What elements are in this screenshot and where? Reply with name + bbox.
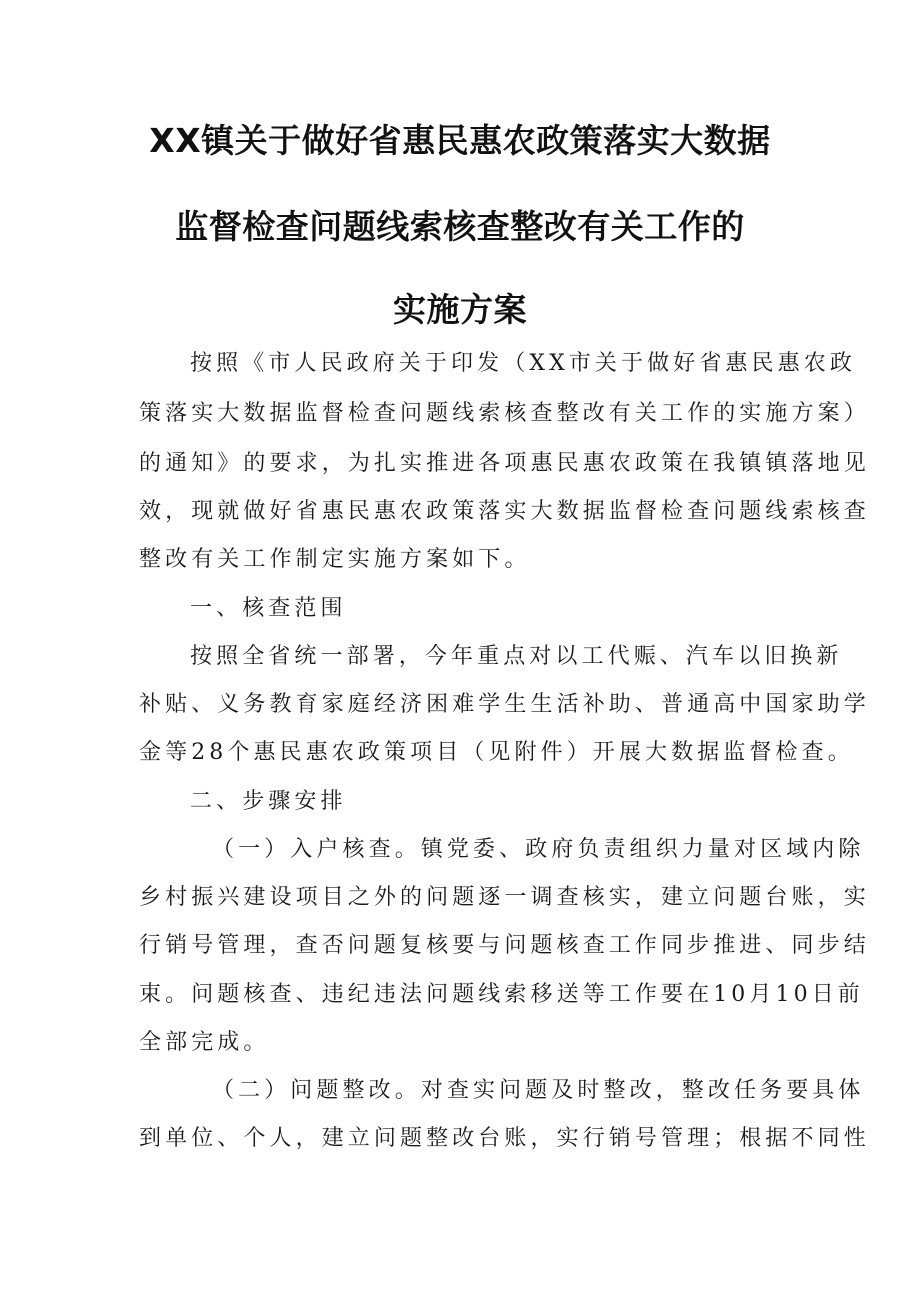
paragraph-intro-line-4: 效，现就做好省惠民惠农政策落实大数据监督检查问题线索核查: [139, 499, 870, 524]
paragraph-scope-line-1: 按照全省统一部署，今年重点对以工代赈、汽车以旧换新: [190, 644, 843, 669]
paragraph-step-1-line-5: 全部完成。: [139, 1030, 270, 1055]
document-title-line-2: 监督检查问题线索核查整改有关工作的: [175, 207, 745, 246]
paragraph-intro-line-5: 整改有关工作制定实施方案如下。: [139, 547, 531, 572]
section-heading-steps: 二、步骤安排: [190, 789, 347, 814]
document-title-line-3: 实施方案: [393, 290, 527, 329]
paragraph-scope-line-2: 补贴、义务教育家庭经济困难学生生活补助、普通高中国家助学: [139, 692, 870, 717]
paragraph-step-1-line-3: 行销号管理，查否问题复核要与问题核查工作同步推进、同步结: [139, 933, 870, 958]
paragraph-step-1-line-4: 束。问题核查、违纪违法问题线索移送等工作要在10月10日前: [139, 982, 864, 1007]
paragraph-step-1-line-2: 乡村振兴建设项目之外的问题逐一调查核实，建立问题台账，实: [139, 885, 870, 910]
paragraph-intro-line-1: 按照《市人民政府关于印发（XX市关于做好省惠民惠农政: [190, 351, 856, 376]
document-title-line-1: XX镇关于做好省惠民惠农政策落实大数据: [149, 121, 771, 160]
paragraph-step-1-line-1: （一）入户核查。镇党委、政府负责组织力量对区域内除: [212, 837, 865, 862]
paragraph-scope-line-3: 金等28个惠民惠农政策项目（见附件）开展大数据监督检查。: [139, 740, 854, 765]
paragraph-intro-line-2: 策落实大数据监督检查问题线索核查整改有关工作的实施方案）: [139, 401, 870, 426]
paragraph-step-2-line-2: 到单位、个人，建立问题整改台账，实行销号管理；根据不同性: [139, 1126, 870, 1151]
paragraph-intro-line-3: 的通知》的要求，为扎实推进各项惠民惠农政策在我镇镇落地见: [139, 451, 870, 476]
section-heading-scope: 一、核查范围: [190, 596, 347, 621]
paragraph-step-2-line-1: （二）问题整改。对查实问题及时整改，整改任务要具体: [212, 1078, 865, 1103]
